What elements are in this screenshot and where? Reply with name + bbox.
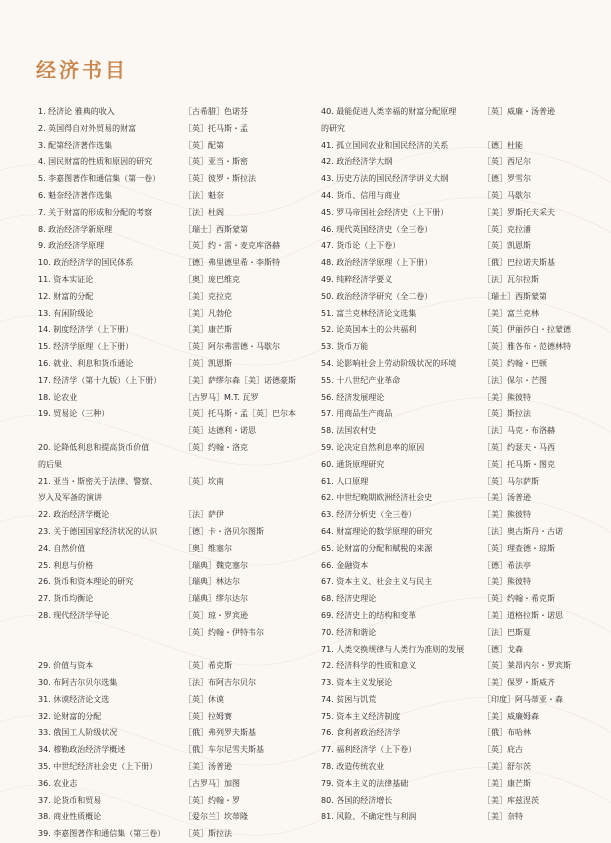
- book-author: ［英］凯恩斯: [483, 241, 531, 251]
- book-entry: [38, 373, 298, 390]
- book-entry: [321, 793, 571, 810]
- book-entry: [321, 205, 571, 222]
- book-author: ［法］布阿吉尔贝尔: [184, 678, 256, 688]
- book-entry: [321, 507, 571, 524]
- book-entry: [321, 776, 571, 793]
- book-title: 43. 历史方法的国民经济学讲义大纲: [321, 174, 449, 184]
- book-entry: [38, 440, 298, 457]
- book-entry: [321, 742, 571, 759]
- book-entry: [321, 373, 571, 390]
- book-author: ［英］约翰・洛克: [184, 442, 248, 452]
- book-author: ［英］托马斯・孟: [184, 123, 248, 133]
- book-author: ［古希腊］色诺芬: [184, 107, 248, 116]
- book-entry: [38, 625, 298, 642]
- book-title: 69. 经济史上的结构和变革: [321, 610, 417, 620]
- book-title: 10. 政治经济学的国民体系: [38, 258, 134, 268]
- book-author: ［英］庇古: [483, 745, 523, 755]
- book-title: 81. 风险、不确定性与利润: [321, 812, 417, 822]
- book-entry: [38, 692, 298, 709]
- book-author: ［法］马克・布洛赫: [483, 426, 555, 436]
- book-author: ［美］汤普逊: [184, 762, 232, 772]
- book-title: 73. 资本主义发展论: [321, 678, 393, 688]
- book-entry: [321, 406, 571, 423]
- book-title: 36. 农业志: [38, 778, 78, 788]
- book-author: ［法］萨伊: [184, 510, 224, 520]
- book-entry: [38, 457, 298, 474]
- book-entry: [38, 205, 298, 222]
- book-entry: [38, 675, 298, 692]
- book-title: 27. 货币均衡论: [38, 594, 94, 604]
- book-author: ［英］休谟: [184, 694, 224, 704]
- book-title: 76. 食利者政治经济学: [321, 728, 401, 738]
- book-entry: [321, 154, 571, 171]
- book-author: ［英］约翰・希克斯: [483, 594, 555, 604]
- book-title: 41. 孤立国同农业和国民经济的关系: [321, 140, 449, 150]
- book-author: ［英］托马斯・图克: [483, 459, 555, 469]
- book-title: 16. 就业、利息和货币通论: [38, 358, 134, 368]
- book-entry: [38, 154, 298, 171]
- book-entry: [38, 591, 298, 608]
- book-author: ［英］坎南: [184, 476, 224, 486]
- book-title: 39. 李嘉图著作和通信集（第三卷）: [38, 829, 166, 839]
- book-author: ［俄］弗列罗夫斯基: [184, 728, 256, 738]
- book-entry: [38, 138, 298, 155]
- book-author: ［美］熊彼特: [483, 510, 531, 520]
- book-author: ［德］弗里德里希・李斯特: [184, 258, 280, 268]
- book-entry: [321, 171, 571, 188]
- book-list-left: [38, 104, 298, 843]
- book-author: ［英］约翰・伊特韦尔: [184, 627, 264, 637]
- book-author: ［印度］阿马蒂亚・森: [483, 694, 563, 704]
- book-author: ［德］戈森: [483, 644, 523, 654]
- book-entry: [321, 675, 571, 692]
- book-title: 30. 布阿吉尔贝尔选集: [38, 678, 118, 688]
- book-entry: [38, 574, 298, 591]
- book-entry: [321, 188, 571, 205]
- book-title: 35. 中世纪经济社会史（上下册）: [38, 762, 158, 772]
- book-entry: [38, 423, 298, 440]
- book-entry: [321, 725, 571, 742]
- book-author: ［瑞典］魏克塞尔: [184, 560, 248, 570]
- book-title: 19. 贸易论（三种）: [38, 409, 110, 419]
- book-author: ［英］伊丽莎白・拉蒙德: [483, 325, 571, 335]
- book-entry: [38, 826, 298, 843]
- book-entry: [321, 759, 571, 776]
- book-author: ［古罗马］加图: [184, 778, 240, 788]
- book-title: 75. 资本主义经济制度: [321, 711, 401, 721]
- book-title: 57. 用商品生产商品: [321, 409, 393, 419]
- book-title: 62. 中世纪晚期欧洲经济社会史: [321, 493, 433, 503]
- book-title: 71. 人类交换规律与人类行为准则的发展: [321, 644, 465, 654]
- book-entry: [38, 356, 298, 373]
- book-title: 32. 论财富的分配: [38, 711, 102, 721]
- book-title: 46. 现代英国经济史（全三卷）: [321, 224, 433, 234]
- book-author: ［德］希法亭: [483, 560, 531, 570]
- book-author: ［俄］布哈林: [483, 728, 531, 738]
- book-title: 53. 货币万能: [321, 342, 369, 352]
- list-spacer: [38, 642, 298, 659]
- book-list-right: [321, 104, 571, 826]
- book-title: 21. 亚当・斯密关于法律、警察、: [38, 476, 158, 486]
- book-title: 74. 贫困与饥荒: [321, 694, 377, 704]
- book-author: ［俄］巴拉诺夫斯基: [483, 258, 555, 268]
- book-entry: [321, 238, 571, 255]
- book-title: 7. 关于财富的形成和分配的考察: [38, 207, 153, 217]
- book-entry: [321, 104, 571, 121]
- book-author: ［英］凯恩斯: [184, 358, 232, 368]
- book-title: 29. 价值与资本: [38, 661, 94, 671]
- book-title: 65. 论财富的分配和赋税的来源: [321, 543, 433, 553]
- book-entry: [321, 121, 571, 138]
- book-author: ［瑞士］西斯蒙第: [483, 291, 547, 301]
- book-entry: [38, 709, 298, 726]
- book-author: ［英］彼罗・斯拉法: [184, 174, 256, 184]
- book-author: ［法］保尔・芒图: [483, 375, 547, 385]
- book-title: 34. 穆勒政治经济学概述: [38, 745, 126, 755]
- book-author: ［英］达德利・诺思: [184, 426, 256, 436]
- book-title: 48. 政治经济学原理（上下册）: [321, 258, 433, 268]
- book-title: 14. 制度经济学（上下册）: [38, 325, 134, 335]
- book-entry: [321, 306, 571, 323]
- book-author: ［美］汤普逊: [483, 493, 531, 503]
- book-author: ［美］富兰克林: [483, 308, 539, 318]
- book-entry: [321, 272, 571, 289]
- book-title: 67. 资本主义、社会主义与民主: [321, 577, 433, 587]
- book-author: ［英］阿尔弗雷德・马歇尔: [184, 342, 280, 352]
- book-entry: [321, 289, 571, 306]
- book-author: ［俄］车尔尼雪夫斯基: [184, 745, 264, 755]
- book-author: ［美］熊彼特: [483, 577, 531, 587]
- book-entry: [321, 558, 571, 575]
- book-entry: [321, 524, 571, 541]
- book-title: 26. 货币和资本理论的研究: [38, 577, 134, 587]
- book-entry: [38, 255, 298, 272]
- book-title: 66. 金融资本: [321, 560, 369, 570]
- book-author: ［美］库兹涅茨: [483, 795, 539, 805]
- book-author: ［法］巴斯夏: [483, 627, 531, 637]
- book-author: ［法］魁奈: [184, 190, 224, 200]
- book-entry: [38, 238, 298, 255]
- book-title: 18. 论农业: [38, 392, 78, 402]
- book-entry: [321, 591, 571, 608]
- book-title: 5. 李嘉图著作和通信集（第一卷）: [38, 174, 161, 184]
- book-author: ［德］罗雪尔: [483, 174, 531, 184]
- book-title: [38, 625, 184, 642]
- book-title: 13. 有闲阶级论: [38, 308, 94, 318]
- book-title: 的后果: [38, 459, 62, 469]
- book-title: 54. 论影响社会上劳动阶级状况的环境: [321, 358, 457, 368]
- book-entry: [321, 809, 571, 826]
- book-title: 77. 福利经济学（上下卷）: [321, 745, 417, 755]
- book-entry: [321, 322, 571, 339]
- book-title: 24. 自然价值: [38, 543, 86, 553]
- book-title: 25. 利息与价格: [38, 560, 94, 570]
- book-title: 的研究: [321, 123, 345, 133]
- book-title: 61. 人口原理: [321, 476, 369, 486]
- book-entry: [38, 742, 298, 759]
- book-entry: [38, 725, 298, 742]
- book-title: 49. 纯粹经济学要义: [321, 274, 393, 284]
- book-author: ［英］约翰・巴顿: [483, 358, 547, 368]
- book-author: ［瑞典］缪尔达尔: [184, 594, 248, 604]
- book-author: ［奥］维塞尔: [184, 543, 232, 553]
- book-author: ［美］凡勃伦: [184, 308, 232, 318]
- book-entry: [321, 222, 571, 239]
- book-entry: [38, 558, 298, 575]
- book-entry: [38, 289, 298, 306]
- book-title: 64. 财富理论的数学原理的研究: [321, 526, 433, 536]
- book-author: ［英］雅各布・范德林特: [483, 342, 571, 352]
- book-entry: [38, 474, 298, 491]
- book-entry: [38, 222, 298, 239]
- book-entry: [38, 608, 298, 625]
- book-entry: [321, 138, 571, 155]
- book-entry: [321, 440, 571, 457]
- book-title: 23. 关于德国国家经济状况的认识: [38, 526, 158, 536]
- book-title: 78. 改造传统农业: [321, 762, 385, 772]
- book-title: 2. 英国得自对外贸易的财富: [38, 123, 137, 133]
- book-author: ［美］克拉克: [184, 291, 232, 301]
- book-author: ［英］斯拉法: [184, 829, 232, 839]
- book-author: ［英］拉姆赛: [184, 711, 232, 721]
- book-title: 44. 货币、信用与商业: [321, 190, 401, 200]
- book-title: 37. 论货币和贸易: [38, 795, 102, 805]
- book-entry: [321, 658, 571, 675]
- book-title: 4. 国民财富的性质和原因的研究: [38, 157, 153, 167]
- book-entry: [38, 171, 298, 188]
- book-entry: [38, 776, 298, 793]
- book-entry: [38, 188, 298, 205]
- book-title: 33. 俄国工人阶级状况: [38, 728, 118, 738]
- book-title: 8. 政治经济学新原理: [38, 224, 113, 234]
- book-title: 56. 经济发展理论: [321, 392, 385, 402]
- page-title: 经济书目: [36, 58, 128, 82]
- book-author: ［德］杜能: [483, 140, 523, 150]
- book-entry: [321, 356, 571, 373]
- book-title: 岁入及军备的演讲: [38, 493, 102, 503]
- book-entry: [321, 608, 571, 625]
- book-title: 70. 经济和谐论: [321, 627, 377, 637]
- book-title: 1. 经济论 雅典的收入: [38, 107, 115, 116]
- book-entry: [38, 406, 298, 423]
- book-author: ［瑞典］林达尔: [184, 577, 240, 587]
- book-title: 58. 法国农村史: [321, 426, 377, 436]
- book-entry: [321, 423, 571, 440]
- book-author: ［英］莱昂内尔・罗宾斯: [483, 661, 571, 671]
- book-entry: [38, 104, 298, 121]
- book-entry: [38, 541, 298, 558]
- book-title: 38. 商业性质概论: [38, 812, 102, 822]
- book-entry: [321, 692, 571, 709]
- book-author: ［法］瓦尔拉斯: [483, 274, 539, 284]
- book-entry: [38, 339, 298, 356]
- book-entry: [38, 490, 298, 507]
- book-entry: [38, 121, 298, 138]
- book-author: ［美］康芒斯: [184, 325, 232, 335]
- book-author: ［瑞士］西斯蒙第: [184, 224, 248, 234]
- book-author: ［古罗马］M.T. 瓦罗: [184, 392, 259, 402]
- book-entry: [321, 339, 571, 356]
- book-author: ［英］希克斯: [184, 661, 232, 671]
- book-title: 20. 论降低利息和提高货币价值: [38, 442, 150, 452]
- book-title: 80. 各国的经济增长: [321, 795, 393, 805]
- book-author: ［英］托马斯・孟［英］巴尔本: [184, 409, 296, 419]
- book-entry: [321, 541, 571, 558]
- book-title: 6. 魁奈经济著作选集: [38, 190, 113, 200]
- book-author: ［奥］庞巴维克: [184, 274, 240, 284]
- book-entry: [321, 709, 571, 726]
- book-author: ［英］斯拉法: [483, 409, 531, 419]
- book-title: 9. 政治经济学原理: [38, 241, 105, 251]
- book-author: ［美］舒尔茨: [483, 762, 531, 772]
- book-title: 31. 休谟经济论文选: [38, 694, 110, 704]
- book-title: [38, 423, 184, 440]
- book-entry: [38, 658, 298, 675]
- book-title: 22. 政治经济学概论: [38, 510, 110, 520]
- book-title: 47. 货币论（上下卷）: [321, 241, 401, 251]
- book-entry: [321, 474, 571, 491]
- book-author: ［英］约瑟夫・马西: [483, 442, 555, 452]
- book-author: ［法］奥古斯丹・古诺: [483, 526, 563, 536]
- book-author: ［英］约翰・罗: [184, 795, 240, 805]
- book-author: ［美］萨缪尔森［美］诺德豪斯: [184, 375, 296, 385]
- book-entry: [321, 255, 571, 272]
- book-entry: [321, 457, 571, 474]
- book-title: 50. 政治经济学研究（全二卷）: [321, 291, 433, 301]
- book-entry: [321, 642, 571, 659]
- book-title: 55. 十八世纪产业革命: [321, 375, 401, 385]
- book-entry: [321, 390, 571, 407]
- book-entry: [38, 272, 298, 289]
- book-title: 40. 最能促进人类幸福的财富分配原理: [321, 107, 457, 116]
- book-title: 59. 论决定自然利息率的原因: [321, 442, 425, 452]
- book-title: 17. 经济学（第十九版）（上下册）: [38, 375, 162, 385]
- book-entry: [38, 390, 298, 407]
- book-title: 68. 经济史理论: [321, 594, 377, 604]
- book-author: ［美］熊彼特: [483, 392, 531, 402]
- book-entry: [38, 809, 298, 826]
- book-author: ［英］西尼尔: [483, 157, 531, 167]
- book-author: ［美］威廉姆森: [483, 711, 539, 721]
- book-author: ［英］约・雷・麦克库洛赫: [184, 241, 280, 251]
- book-title: 15. 经济学原理（上下册）: [38, 342, 134, 352]
- book-author: ［英］亚当・斯密: [184, 157, 248, 167]
- book-author: ［英］马尔萨斯: [483, 476, 539, 486]
- book-author: ［法］杜阁: [184, 207, 224, 217]
- book-author: ［美］康芒斯: [483, 778, 531, 788]
- book-author: ［英］琼・罗宾逊: [184, 610, 248, 620]
- book-title: 52. 论英国本土的公共福利: [321, 325, 417, 335]
- book-author: ［美］保罗・斯威齐: [483, 678, 555, 688]
- book-author: ［德］卡・洛贝尔图斯: [184, 526, 264, 536]
- book-title: 12. 财富的分配: [38, 291, 94, 301]
- book-title: 3. 配第经济著作选集: [38, 140, 113, 150]
- book-author: ［英］配第: [184, 140, 224, 150]
- book-title: 28. 现代经济学导论: [38, 610, 110, 620]
- book-title: 79. 资本主义的法律基础: [321, 778, 409, 788]
- book-entry: [38, 507, 298, 524]
- book-title: 11. 资本实证论: [38, 274, 94, 284]
- book-author: ［美］奈特: [483, 812, 523, 822]
- book-author: ［英］理查德・琼斯: [483, 543, 555, 553]
- book-title: 45. 罗马帝国社会经济史（上下册）: [321, 207, 449, 217]
- book-entry: [321, 574, 571, 591]
- book-title: 51. 富兰克林经济论文选集: [321, 308, 417, 318]
- book-title: 72. 经济科学的性质和意义: [321, 661, 417, 671]
- book-entry: [38, 322, 298, 339]
- book-entry: [38, 793, 298, 810]
- book-author: ［美］罗斯托夫采夫: [483, 207, 555, 217]
- book-entry: [38, 306, 298, 323]
- book-entry: [38, 524, 298, 541]
- book-author: ［英］克拉潘: [483, 224, 531, 234]
- book-title: 42. 政治经济学大纲: [321, 157, 393, 167]
- book-entry: [321, 625, 571, 642]
- book-author: ［英］威廉・汤普逊: [483, 107, 555, 116]
- book-author: ［美］道格拉斯・诺思: [483, 610, 563, 620]
- book-author: ［英］马歇尔: [483, 190, 531, 200]
- book-title: 63. 经济分析史（全三卷）: [321, 510, 417, 520]
- book-entry: [38, 759, 298, 776]
- book-entry: [321, 490, 571, 507]
- book-title: 60. 通货原理研究: [321, 459, 385, 469]
- book-author: ［爱尔兰］坎蒂隆: [184, 812, 248, 822]
